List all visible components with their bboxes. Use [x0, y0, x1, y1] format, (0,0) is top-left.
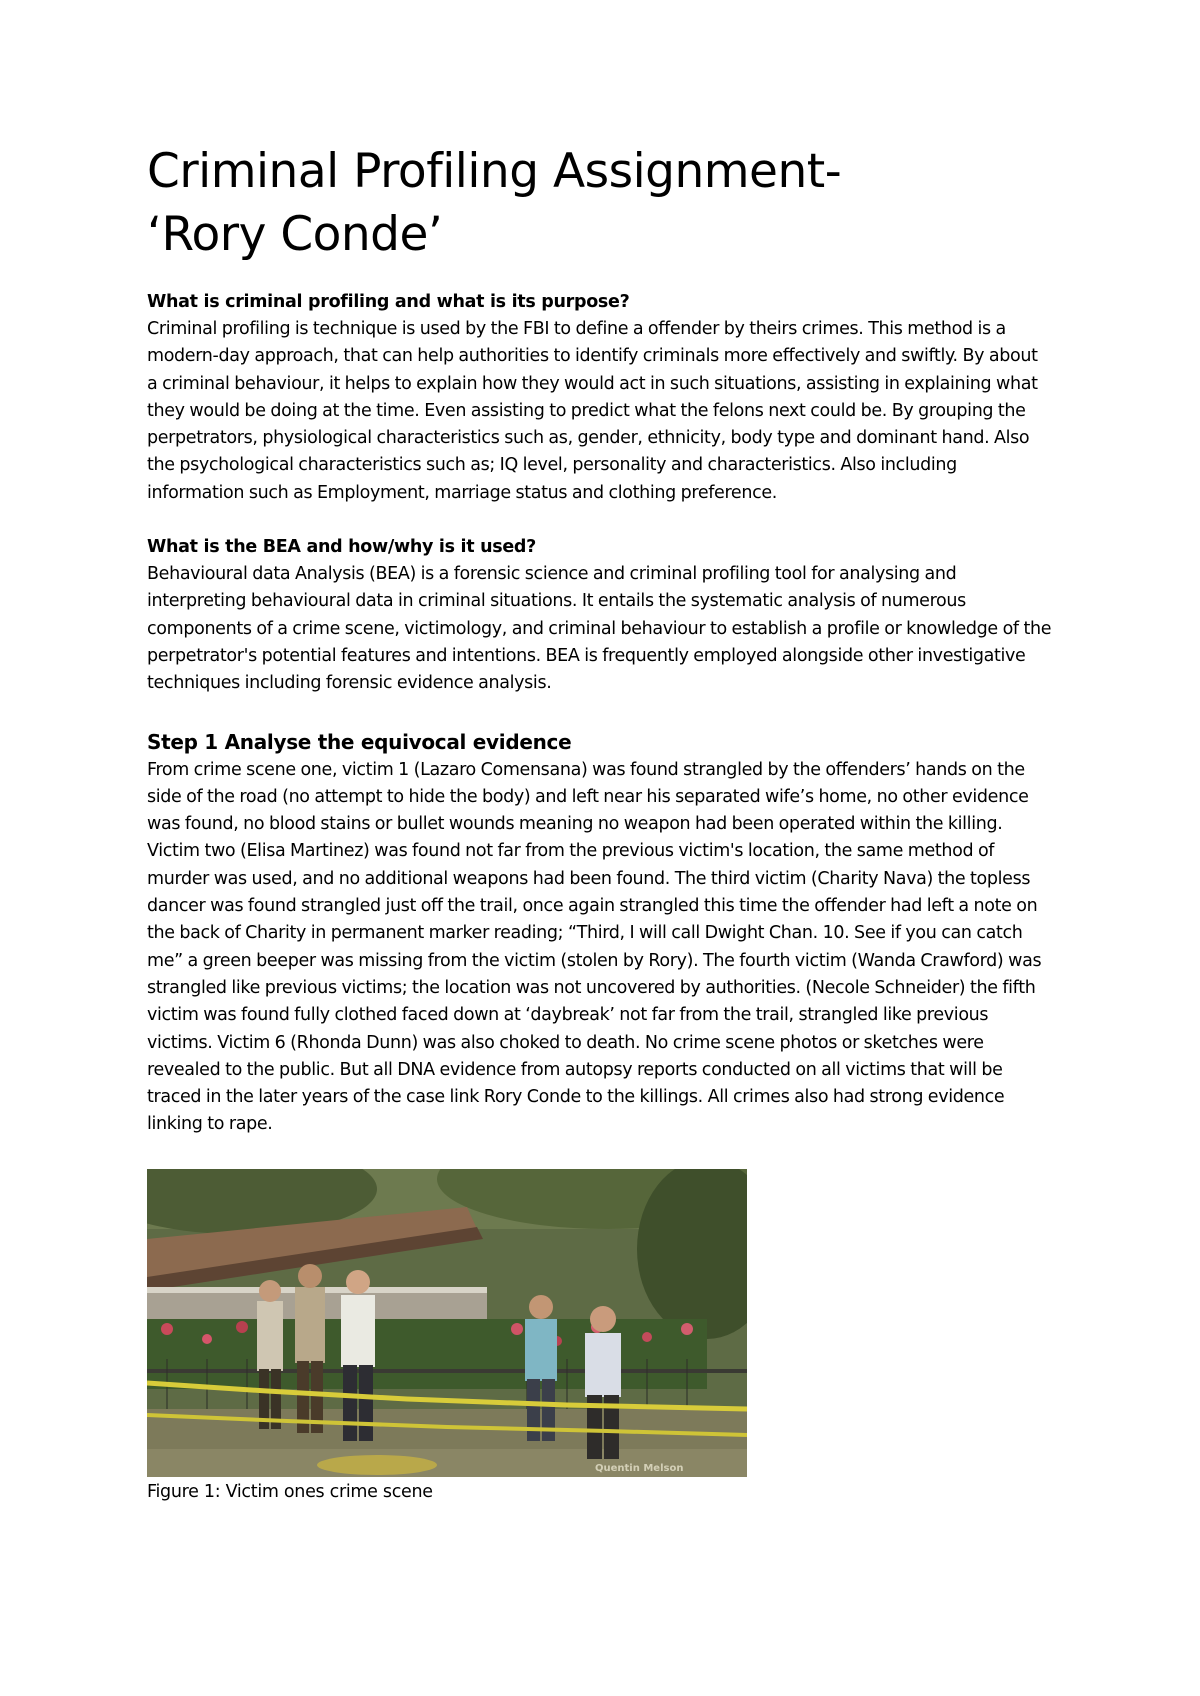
crime-scene-photo — [147, 1169, 747, 1477]
document-page — [147, 140, 1052, 1506]
section-body: Behavioural data Analysis (BEA) is a forensic science and criminal profiling tool for analysing and interpreting behavioural data in criminal situations. It entails the systematic analysis of numerous components of a crime scene, victimology, and criminal behaviour to establish a profile or knowledge of the perpetrator's potential features and intentions. BEA is frequently employed alongside other investigative techniques including forensic evidence analysis. — [147, 564, 1052, 694]
section-bea — [147, 534, 1052, 697]
section-heading: What is the BEA and how/why is it used? — [147, 537, 536, 558]
title-line-1: Criminal Profiling Assignment- — [147, 144, 842, 199]
section-step-1 — [147, 727, 1052, 1139]
section-body: Criminal profiling is technique is used by the FBI to define a offender by theirs crimes. This method is a modern-day approach, that can help authorities to identify criminals more effectively and swiftly. By about a criminal behaviour, it helps to explain how they would act in such situations, assisting in explaining what they would be doing at the time. Even assisting to predict what the felons next could be. By grouping the perpetrators, physiological characteristics such as, gender, ethnicity, body type and dominant hand. Also the psychological characteristics such as; IQ level, personality and characteristics. Also including information such as Employment, marriage status and clothing preference. — [147, 319, 1038, 503]
figure-caption: Figure 1: Victim ones crime scene — [147, 1481, 433, 1502]
section-body: From crime scene one, victim 1 (Lazaro Comensana) was found strangled by the offenders’ hands on the side of the road (no attempt to hide the body) and left near his separated wife’s home, no other evidence was found, no blood stains or bullet wounds meaning no weapon had been operated within the killing. Victim two (Elisa Martinez) was found not far from the previous victim's location, the same method of murder was used, and no additional weapons had been found. The third victim (Charity Nava) the topless dancer was found strangled just off the trail, once again strangled this time the offender had left a note on the back of Charity in permanent marker reading; “Third, I will call Dwight Chan. 10. See if you can catch me” a green beeper was missing from the victim (stolen by Rory). The fourth victim (Wanda Crawford) was strangled like previous victims; the location was not uncovered by authorities. (Necole Schneider) the fifth victim was found fully clothed faced down at ‘daybreak’ not far from the trail, strangled like previous victims. Victim 6 (Rhonda Dunn) was also choked to death. No crime scene photos or sketches were revealed to the public. But all DNA evidence from autopsy reports conducted on all victims that will be traced in the later years of the case link Rory Conde to the killings. All crimes also had strong evidence linking to rape. — [147, 759, 1042, 1135]
crime-scene-illustration — [147, 1169, 747, 1477]
section-heading: What is criminal profiling and what is its purpose? — [147, 292, 630, 312]
figure — [147, 1169, 1052, 1506]
photo-watermark: Quentin Melson — [595, 1462, 684, 1474]
title-line-2: ‘Rory Conde’ — [147, 207, 443, 262]
section-heading: Step 1 Analyse the equivocal evidence — [147, 729, 572, 754]
section-criminal-profiling — [147, 289, 1052, 507]
document-title — [147, 140, 1052, 266]
